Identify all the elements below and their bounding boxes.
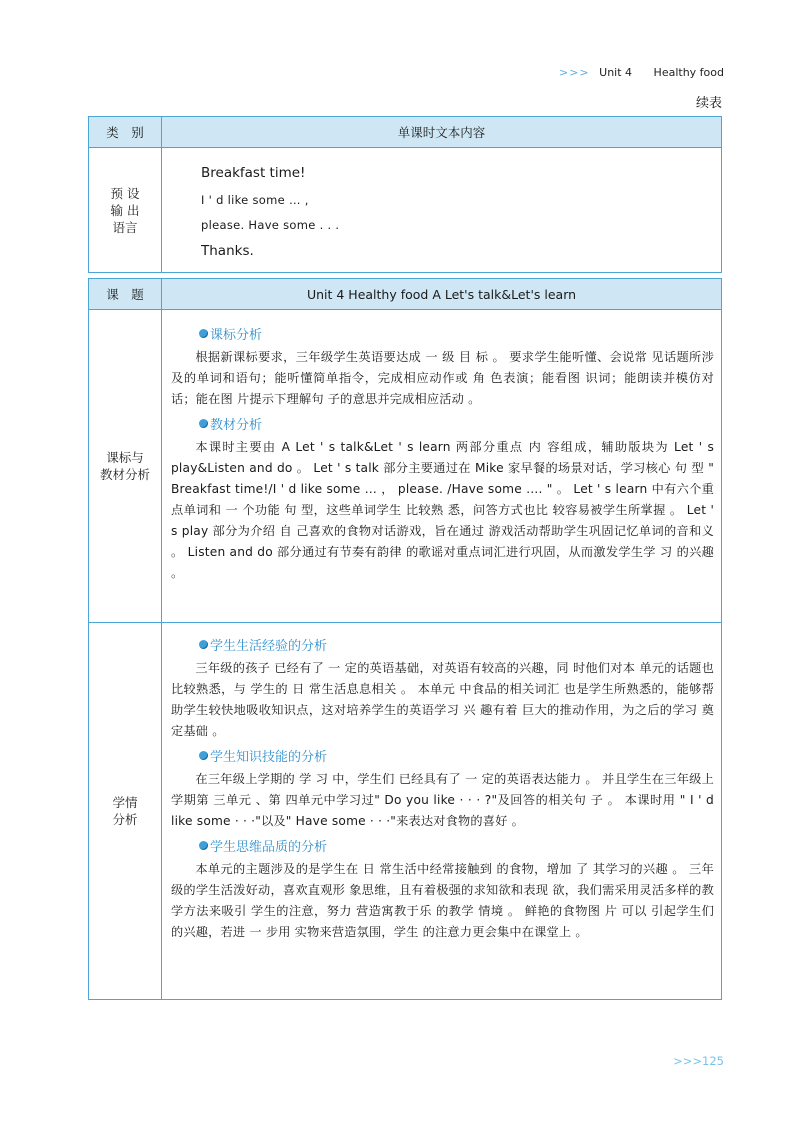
section-paragraph: 根据新课标要求，三年级学生英语要达成 一 级 目 标 。 要求学生能听懂、会说常 见话题所涉及的单词和语句；能听懂简单指令，完成相应动作或 角 色表演；能看图 识词；能朗读并模仿对话；能在图 片提示下理解句 子的意思并完成相应活动 。	[171, 350, 714, 406]
bullet-icon	[199, 751, 208, 760]
curriculum-row-label	[89, 310, 162, 623]
continued-label: 续表	[695, 96, 722, 111]
section-title	[199, 414, 720, 433]
section-title	[199, 836, 720, 855]
text-content-table	[88, 116, 722, 273]
section-paragraph: 在三年级上学期的 学 习 中，学生们 已经具有了 一 定的英语表达能力 。 并且学生在三年级上学期第 三单元 、第 四单元中学习过" Do you like · · · ?"及回答的相关句 子 。 本课时用 " I ' d like some · · ·"以及" Have some · · ·"来表达对食物的喜好 。	[171, 772, 714, 828]
section-paragraph: 本单元的主题涉及的是学生在 日 常生活中经常接触到 的食物，增加 了 其学习的兴趣 。 三年级的学生活泼好动，喜欢直观形 象思维，且有着极强的求知欲和表现 欲，我们需采用灵活多样的教学方法来吸引 学生的注意，努力 营造寓教于乐 的教学 情境 。 鲜艳的食物图 片 可以 引起学生们的兴趣，若进 一 步用 实物来营造氛围，学生 的注意力更会集中在课堂上 。	[171, 862, 714, 939]
output-line: Thanks.	[201, 243, 254, 259]
table1-header-row	[89, 117, 722, 148]
section-title-text: 教材分析	[210, 418, 263, 433]
bullet-icon	[199, 640, 208, 649]
section-title-text: 学生生活经验的分析	[210, 639, 328, 654]
curriculum-analysis-cell	[162, 310, 722, 623]
learner-analysis-row	[89, 623, 722, 1000]
header-title: Healthy food	[653, 66, 724, 79]
table1-col2-header: 单课时文本内容	[162, 117, 722, 148]
row-label-line: 课标与	[106, 450, 144, 465]
row-label-line: 输 出	[110, 202, 140, 218]
table1-row-label	[89, 148, 162, 273]
learner-analysis-cell	[162, 623, 722, 1000]
header-arrows: >>>	[559, 66, 590, 79]
output-line: please. Have some . . .	[201, 218, 340, 232]
section-title-text: 学生知识技能的分析	[210, 750, 328, 765]
bullet-icon	[199, 841, 208, 850]
table2-col1-header: 课 题	[89, 279, 162, 310]
header-unit: Unit 4	[599, 66, 633, 79]
section-title-text: 课标分析	[210, 328, 263, 343]
row-label-line: 语言	[112, 219, 138, 235]
table2-col2-header: Unit 4 Healthy food A Let's talk&Let's learn	[162, 279, 722, 310]
row-label-line: 教材分析	[99, 467, 150, 482]
output-line: Breakfast time!	[201, 165, 306, 181]
section-title	[199, 746, 720, 765]
row-label-line: 预 设	[110, 185, 140, 201]
learner-row-label	[89, 623, 162, 1000]
lesson-analysis-table	[88, 278, 722, 1000]
curriculum-analysis-row	[89, 310, 722, 623]
row-label-line: 分析	[112, 812, 138, 827]
running-header	[559, 66, 724, 79]
table1-col1-header: 类 别	[89, 117, 162, 148]
table1-output-row	[89, 148, 722, 273]
bullet-icon	[199, 329, 208, 338]
section-title-text: 学生思维品质的分析	[210, 840, 328, 855]
output-line: I ' d like some … ,	[201, 193, 309, 207]
section-paragraph: 三年级的孩子 已经有了 一 定的英语基础，对英语有较高的兴趣，同 时他们对本 单元的话题也比较熟悉，与 学生的 日 常生活息息相关 。 本单元 中食品的相关词汇 也是学生所熟悉的，能够帮助学生较快地吸收知识点，这对培养学生的英语学习 兴 趣有着 巨大的推动作用，为之后的学习 奠定基础 。	[171, 661, 714, 738]
row-label-line: 学情	[112, 795, 138, 810]
page-number: >>>125	[673, 1054, 724, 1068]
section-paragraph: 本课时主要由 A Let ' s talk&Let ' s learn 两部分重点 内 容组成，辅助版块为 Let ' s play&Listen and do 。 Let ' s talk 部分主要通过在 Mike 家早餐的场景对话，学习核心 句 型 " Breakfast time!/I ' d like some … ， please. /Have some …. " 。 Let ' s learn 中有六个重点单词和 一 个功能 句 型，这些单词学生 比较熟 悉，问答方式也比 较容易被学生所掌握 。 Let ' s play 部分为介绍 自 己喜欢的食物对话游戏，旨在通过 游戏活动帮助学生巩固记忆单词的音和义 。 Listen and do 部分通过有节奏有韵律 的歌谣对重点词汇进行巩固，从而激发学生学 习 的兴趣 。	[171, 440, 714, 580]
section-title	[199, 635, 720, 654]
table1-output-cell	[162, 148, 722, 273]
section-title	[199, 324, 720, 343]
table2-header-row	[89, 279, 722, 310]
bullet-icon	[199, 419, 208, 428]
